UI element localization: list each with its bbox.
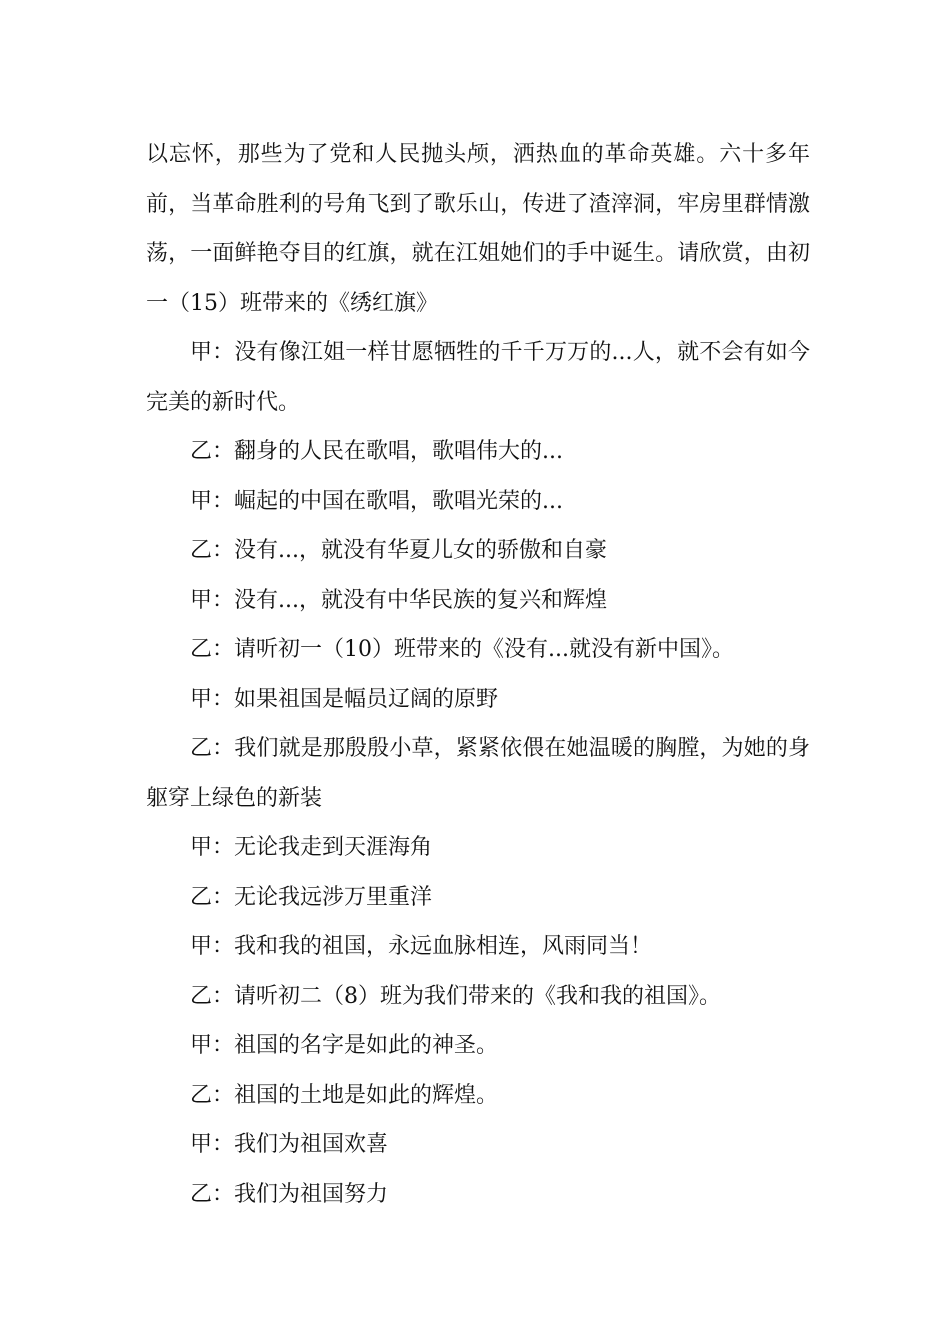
- paragraph-11: 乙：无论我远涉万里重洋: [190, 884, 433, 910]
- paragraph-12: 甲：我和我的祖国，永远血脉相连，风雨同当！: [190, 934, 653, 959]
- paragraph-10: 甲：无论我走到天涯海角: [190, 835, 433, 860]
- paragraph-17: 乙：我们为祖国努力: [190, 1181, 389, 1207]
- paragraph-15: 乙：祖国的土地是如此的辉煌。: [190, 1082, 499, 1108]
- paragraph-3: 乙：翻身的人民在歌唱，歌唱伟大的...: [190, 439, 563, 464]
- paragraph-7: 乙：请听初一（10）班带来的《没有...就没有新中国》。: [190, 637, 734, 662]
- paragraph-16: 甲：我们为祖国欢喜: [190, 1132, 389, 1157]
- paragraph-4: 甲：崛起的中国在歌唱，歌唱光荣的...: [190, 488, 563, 514]
- paragraph-14: 甲：祖国的名字是如此的神圣。: [190, 1033, 499, 1058]
- paragraph-13: 乙：请听初二（8）班为我们带来的《我和我的祖国》。: [190, 983, 721, 1009]
- paragraph-9: 乙：我们就是那殷殷小草，紧紧依偎在她温暖的胸膛，为她的身躯穿上绿色的新装: [146, 736, 810, 811]
- paragraph-1: 以忘怀，那些为了党和人民抛头颅，洒热血的革命英雄。六十多年前，当革命胜利的号角飞到了歌乐山，传进了渣滓洞，牢房里群情激荡，一面鲜艳夺目的红旗，就在江姐她们的手中诞生。请欣赏，由初一（15）班带来的《绣红旗》: [146, 142, 810, 316]
- paragraph-6: 甲：没有...，就没有中华民族的复兴和辉煌: [190, 587, 607, 613]
- paragraph-8: 甲：如果祖国是幅员辽阔的原野: [190, 686, 499, 712]
- document-body: [146, 130, 810, 1219]
- paragraph-2: 甲：没有像江姐一样甘愿牺牲的千千万万的...人，就不会有如今完美的新时代。: [146, 340, 810, 415]
- paragraph-5: 乙：没有...，就没有华夏儿女的骄傲和自豪: [190, 538, 607, 563]
